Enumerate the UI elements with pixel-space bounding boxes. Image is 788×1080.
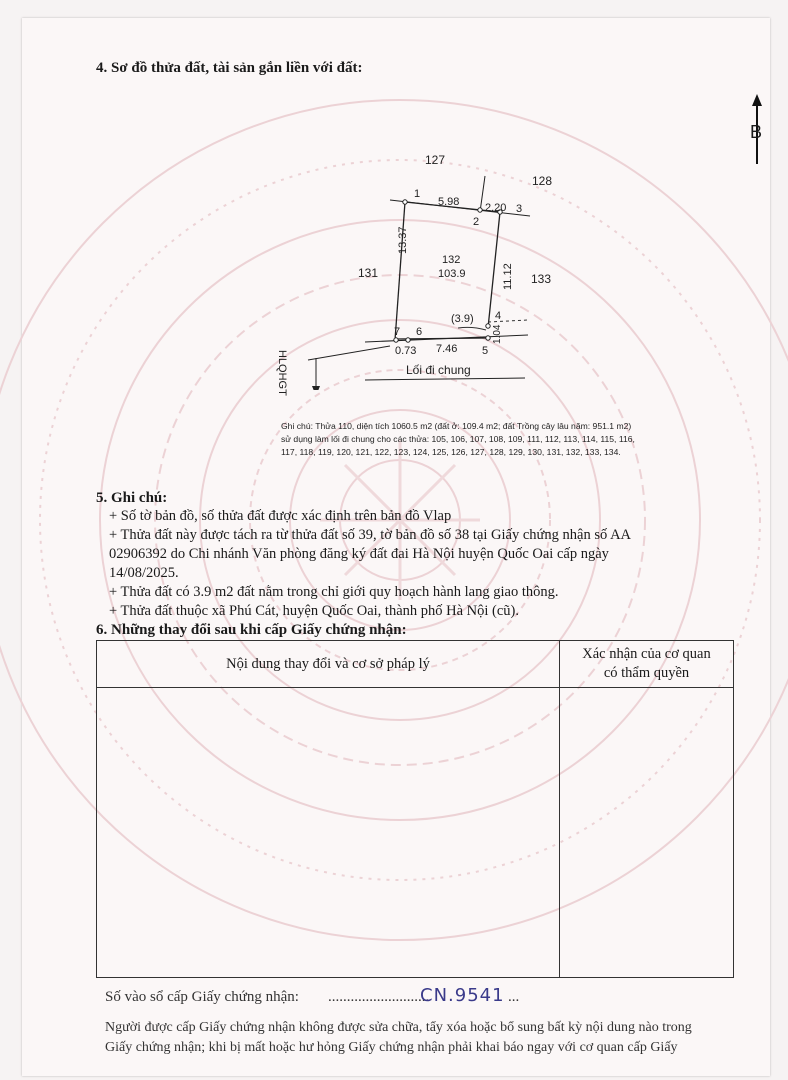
section5-title: 5. Ghi chú: xyxy=(96,490,168,506)
changes-authority-cell xyxy=(560,688,734,978)
footer-line1: Người được cấp Giấy chứng nhận không được sửa chữa, tẩy xóa hoặc bổ sung bất kỳ nội dung nào trong xyxy=(105,1020,692,1035)
register-label: Số vào sổ cấp Giấy chứng nhận: xyxy=(105,989,299,1005)
register-dots-trail: ... xyxy=(508,989,520,1005)
edge-4-5: 1.04 xyxy=(492,324,503,344)
neighbor-127: 127 xyxy=(425,153,446,167)
edge-7-6: 0.73 xyxy=(395,345,417,357)
authority-header-line1: Xác nhận của cơ quan xyxy=(582,646,711,662)
changes-col-authority xyxy=(560,641,734,688)
edge-1-2: 5.98 xyxy=(438,196,460,208)
shared-path-label: Lối đi chung xyxy=(406,363,471,377)
note-line-3: 02906392 do Chi nhánh Văn phòng đăng ký đất đai Hà Nội huyện Quốc Oai cấp ngày xyxy=(109,546,609,562)
authority-header-line2: có thẩm quyền xyxy=(603,665,690,681)
corridor-area: (3.9) xyxy=(451,313,474,325)
changes-content-cell xyxy=(97,688,560,978)
neighbor-133: 133 xyxy=(531,272,552,286)
point-7: 7 xyxy=(394,326,401,338)
compass-label: B xyxy=(750,122,763,142)
note-line-6: + Thửa đất thuộc xã Phú Cát, huyện Quốc Oai, thành phố Hà Nội (cũ). xyxy=(109,603,520,619)
note-line-5: + Thửa đất có 3.9 m2 đất nằm trong chỉ giới quy hoạch hành lang giao thông. xyxy=(109,584,559,600)
map-note-line3: 117, 118, 119, 120, 121, 122, 123, 124, 125, 126, 127, 128, 129, 130, 131, 132, 133, 134. xyxy=(281,447,621,457)
point-6: 6 xyxy=(416,326,423,338)
edge-1-7: 13.37 xyxy=(397,226,409,254)
parcel-diagram xyxy=(280,150,570,390)
edge-3-4: 11.12 xyxy=(502,263,514,290)
road-label: HLQHGT xyxy=(276,350,288,396)
note-line-4: 14/08/2025. xyxy=(109,565,179,581)
point-1: 1 xyxy=(414,188,421,200)
edge-2-3: 2.20 xyxy=(485,202,507,214)
note-line-1: + Số tờ bản đồ, số thửa đất được xác định trên bản đồ Vlap xyxy=(109,508,452,524)
edge-6-5: 7.46 xyxy=(436,343,458,355)
footer-line2: Giấy chứng nhận; khi bị mất hoặc hư hỏng Giấy chứng nhận phải khai báo ngay với cơ quan cấp Giấy xyxy=(105,1040,678,1055)
parcel-area: 103.9 xyxy=(438,268,466,280)
point-5: 5 xyxy=(482,345,489,357)
neighbor-128: 128 xyxy=(532,174,553,188)
neighbor-131: 131 xyxy=(358,266,379,280)
map-note-line2: sử dụng làm lối đi chung cho các thửa: 105, 106, 107, 108, 109, 111, 112, 113, 114, 115, 116, xyxy=(281,434,635,444)
section4-title: 4. Sơ đồ thửa đất, tài sản gắn liền với đất: xyxy=(96,60,363,76)
point-2: 2 xyxy=(473,216,480,228)
parcel-number: 132 xyxy=(442,254,461,266)
register-dots: ........................... xyxy=(328,989,430,1005)
register-number: CN.9541 xyxy=(420,985,505,1006)
changes-col-content: Nội dung thay đổi và cơ sở pháp lý xyxy=(97,641,560,688)
changes-table xyxy=(96,640,734,978)
section6-title: 6. Những thay đổi sau khi cấp Giấy chứng nhận: xyxy=(96,622,407,638)
point-4: 4 xyxy=(495,310,502,322)
note-line-2: + Thửa đất này được tách ra từ thửa đất số 39, tờ bản đồ số 38 tại Giấy chứng nhận số AA xyxy=(109,527,632,543)
map-note-line1: Ghi chú: Thửa 110, diện tích 1060.5 m2 (đất ở: 109.4 m2; đất Trồng cây lâu năm: 951.1 m2) xyxy=(281,421,632,431)
point-3: 3 xyxy=(516,203,523,215)
